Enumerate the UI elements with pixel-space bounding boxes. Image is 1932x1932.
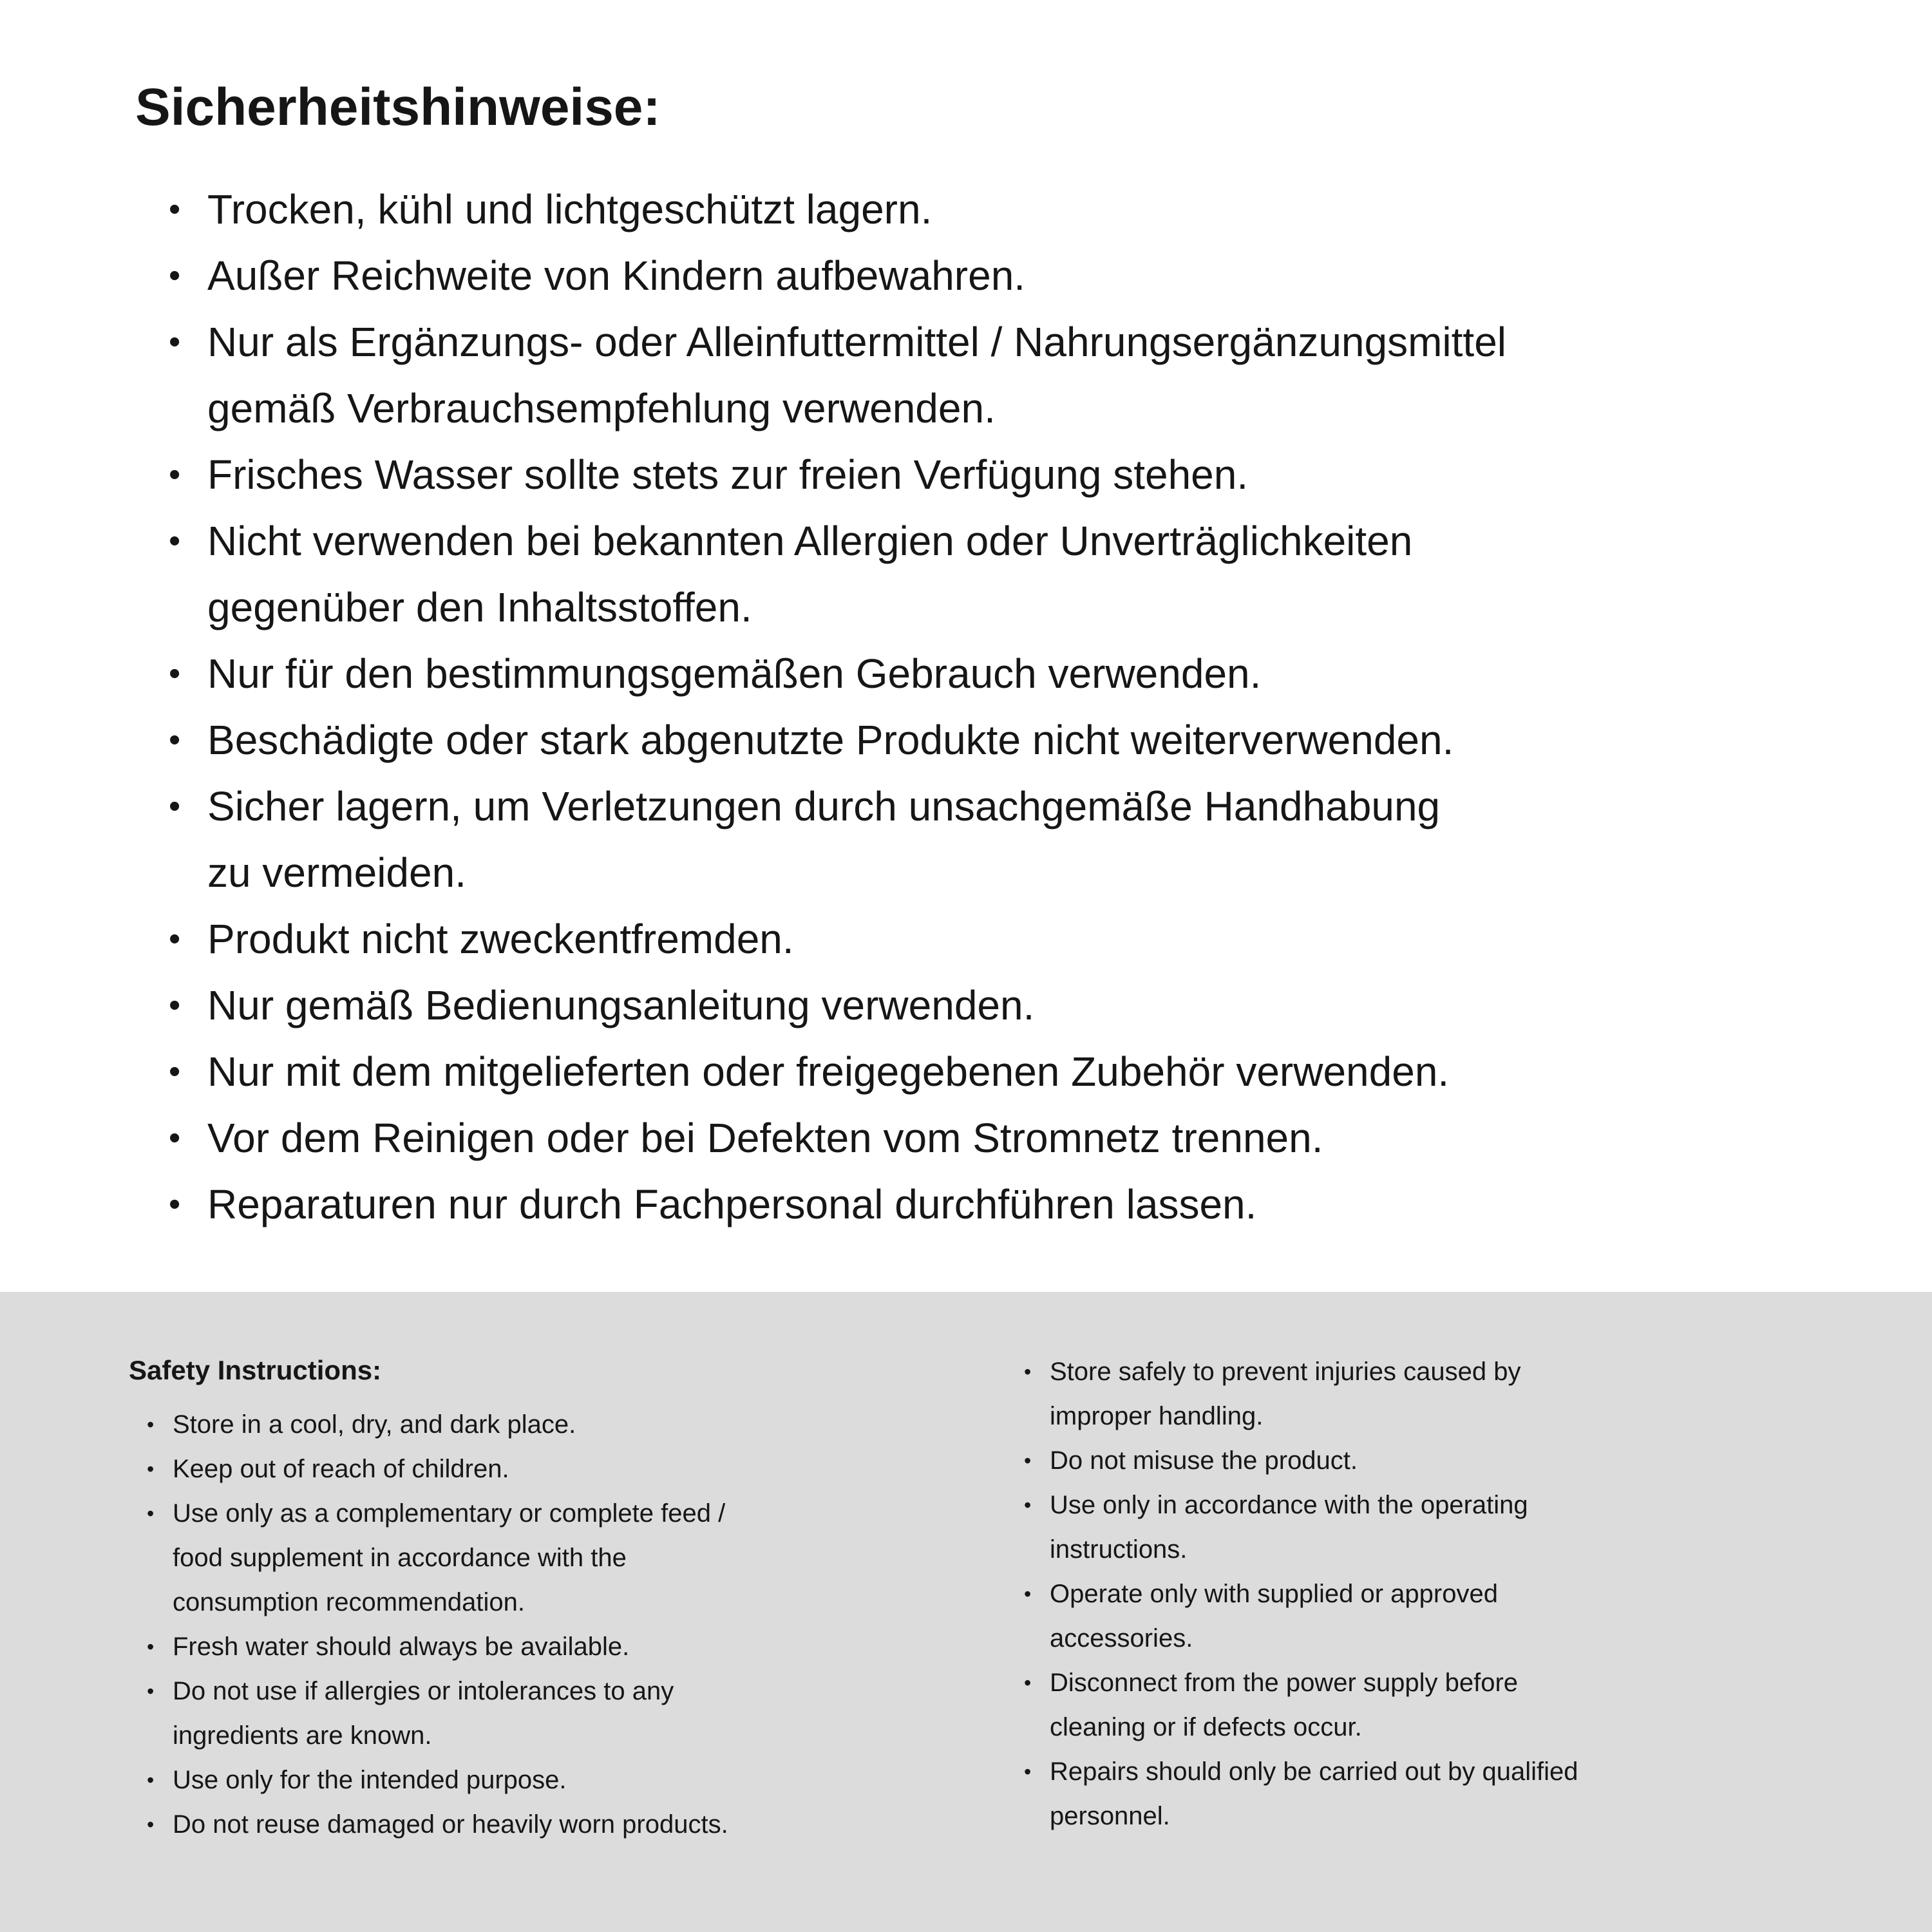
- english-left-bullet-list: [147, 1403, 1024, 1847]
- bullet-icon: •: [1024, 1671, 1032, 1694]
- bullet-icon: •: [147, 1680, 155, 1703]
- list-item-text: Nur für den bestimmungsgemäßen Gebrauch verwenden.: [207, 650, 1262, 697]
- list-item: [1024, 1750, 1855, 1839]
- bullet-icon: •: [147, 1413, 155, 1436]
- list-item: [147, 1447, 1024, 1492]
- list-item-text: Do not misuse the product.: [1050, 1446, 1358, 1475]
- list-item-text: Do not reuse damaged or heavily worn products.: [173, 1810, 728, 1839]
- bullet-icon: •: [169, 257, 181, 295]
- list-item: [169, 1171, 1842, 1238]
- bullet-icon: •: [169, 721, 181, 759]
- list-item: [147, 1403, 1024, 1447]
- list-item: [147, 1625, 1024, 1669]
- list-item-text: Beschädigte oder stark abgenutzte Produkte nicht weiterverwenden.: [207, 717, 1454, 764]
- bullet-icon: •: [1024, 1360, 1032, 1383]
- list-item-text: Außer Reichweite von Kindern aufbewahren.: [207, 252, 1026, 299]
- list-item: [169, 442, 1842, 508]
- bullet-icon: •: [147, 1502, 155, 1525]
- list-item-text: Frisches Wasser sollte stets zur freien Verfügung stehen.: [207, 451, 1249, 498]
- list-item: [147, 1492, 1024, 1625]
- bullet-icon: •: [169, 456, 181, 494]
- list-item: [1024, 1572, 1855, 1661]
- bullet-icon: •: [169, 920, 181, 958]
- bullet-icon: •: [169, 1119, 181, 1157]
- list-item: [169, 1105, 1842, 1171]
- bullet-icon: •: [147, 1457, 155, 1481]
- list-item: [169, 176, 1842, 243]
- list-item-text: Trocken, kühl und lichtgeschützt lagern.: [207, 186, 933, 233]
- list-item-text: Store safely to prevent injuries caused by improper handling.: [1050, 1358, 1521, 1430]
- list-item: [169, 641, 1842, 707]
- bullet-icon: •: [1024, 1582, 1032, 1605]
- bullet-icon: •: [1024, 1493, 1032, 1517]
- list-item-text: Keep out of reach of children.: [173, 1455, 509, 1483]
- list-item: [1024, 1483, 1855, 1572]
- bullet-icon: •: [169, 1186, 181, 1224]
- list-item: [169, 1039, 1842, 1105]
- list-item: [1024, 1350, 1855, 1439]
- list-item-text: Repairs should only be carried out by qualified personnel.: [1050, 1757, 1578, 1830]
- list-item: [169, 972, 1842, 1039]
- bullet-icon: •: [169, 191, 181, 229]
- list-item-text: Sicher lagern, um Verletzungen durch unsachgemäße Handhabung zu vermeiden.: [207, 783, 1441, 896]
- bullet-icon: •: [147, 1635, 155, 1658]
- list-item-text: Nur als Ergänzungs- oder Alleinfuttermittel / Nahrungsergänzungsmittel gemäß Verbrauchsempfehlung verwenden.: [207, 319, 1506, 432]
- list-item-text: Use only as a complementary or complete feed / food supplement in accordance with the consumption recommendation.: [173, 1499, 726, 1616]
- bullet-icon: •: [169, 522, 181, 560]
- list-item-text: Produkt nicht zweckentfremden.: [207, 916, 794, 963]
- english-right-column: [1024, 1349, 1855, 1932]
- list-item-text: Reparaturen nur durch Fachpersonal durchführen lassen.: [207, 1181, 1257, 1228]
- list-item-text: Store in a cool, dry, and dark place.: [173, 1410, 576, 1439]
- list-item: [169, 309, 1842, 442]
- bullet-icon: •: [169, 323, 181, 361]
- bullet-icon: •: [169, 788, 181, 826]
- bullet-icon: •: [169, 655, 181, 693]
- bullet-icon: •: [1024, 1760, 1032, 1783]
- list-item: [147, 1758, 1024, 1803]
- list-item-text: Nur gemäß Bedienungsanleitung verwenden.: [207, 982, 1035, 1029]
- list-item: [169, 906, 1842, 972]
- list-item: [1024, 1661, 1855, 1750]
- list-item-text: Nur mit dem mitgelieferten oder freigegebenen Zubehör verwenden.: [207, 1048, 1450, 1095]
- list-item: [147, 1669, 1024, 1758]
- bullet-icon: •: [147, 1813, 155, 1836]
- english-right-bullet-list: [1024, 1350, 1855, 1839]
- list-item: [169, 773, 1842, 906]
- list-item: [169, 707, 1842, 773]
- bullet-icon: •: [147, 1768, 155, 1792]
- list-item-text: Disconnect from the power supply before cleaning or if defects occur.: [1050, 1669, 1519, 1741]
- english-left-column: [129, 1349, 1024, 1932]
- list-item: [169, 508, 1842, 641]
- list-item-text: Do not use if allergies or intolerances to any ingredients are known.: [173, 1677, 674, 1750]
- german-bullet-list: [169, 176, 1842, 1238]
- list-item-text: Operate only with supplied or approved accessories.: [1050, 1580, 1498, 1653]
- list-item-text: Use only for the intended purpose.: [173, 1766, 567, 1794]
- german-section-title: Sicherheitshinweise:: [135, 78, 661, 137]
- bullet-icon: •: [169, 1053, 181, 1091]
- list-item-text: Fresh water should always be available.: [173, 1633, 630, 1661]
- bullet-icon: •: [1024, 1449, 1032, 1472]
- list-item-text: Nicht verwenden bei bekannten Allergien oder Unverträglichkeiten gegenüber den Inhaltsstoffen.: [207, 518, 1413, 631]
- english-section: [0, 1292, 1932, 1932]
- english-section-title: Safety Instructions:: [129, 1355, 382, 1385]
- list-item: [169, 243, 1842, 309]
- list-item-text: Vor dem Reinigen oder bei Defekten vom Stromnetz trennen.: [207, 1115, 1323, 1162]
- list-item: [1024, 1439, 1855, 1483]
- bullet-icon: •: [169, 987, 181, 1025]
- list-item-text: Use only in accordance with the operating instructions.: [1050, 1491, 1528, 1564]
- list-item: [147, 1803, 1024, 1847]
